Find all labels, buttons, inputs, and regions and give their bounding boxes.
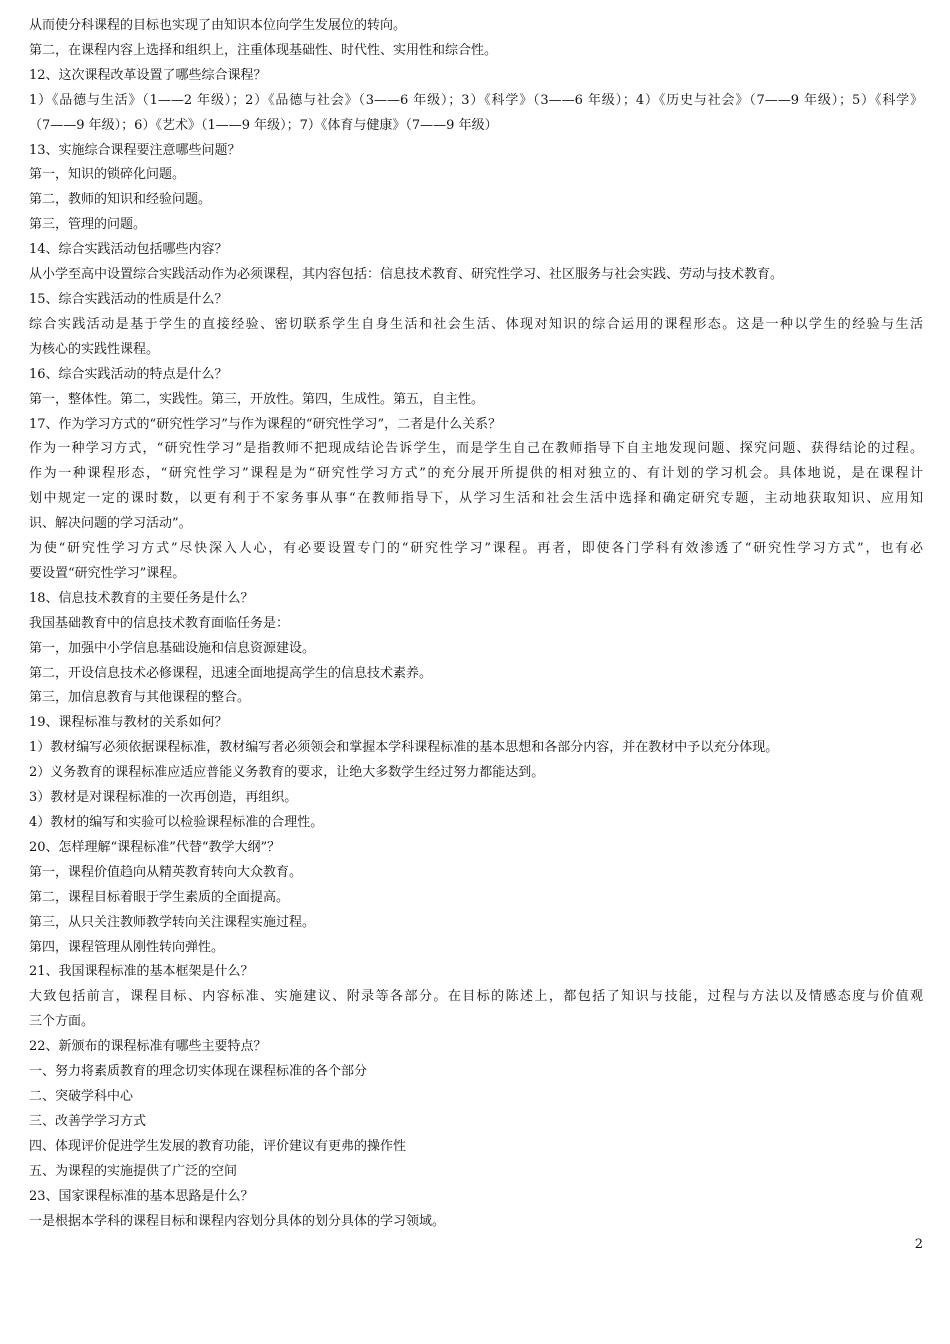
text-line: （7——9 年级）；6）《艺术》（1——9 年级）；7）《体育与健康》（7——9 年级） (29, 117, 498, 133)
text-line: 2）义务教育的课程标准应适应普能义务教育的要求，让绝大多数学生经过努力都能达到。 (29, 765, 545, 781)
text-line: 五、为课程的实施提供了广泛的空间 (29, 1163, 238, 1179)
text-line: 第二，在课程内容上选择和组织上，注重体现基础性、时代性、实用性和综合性。 (29, 42, 498, 58)
text-line: 4）教材的编写和实验可以检验课程标准的合理性。 (29, 815, 324, 830)
text-line: 3）教材是对课程标准的一次再创造，再组织。 (29, 790, 298, 806)
question-heading: 16、综合实践活动的特点是什么？ (29, 366, 228, 382)
text-line: 1）教材编写必须依据课程标准，教材编写者必须领会和掌握本学科课程标准的基本思想和各部分内容，并在教材中予以充分体现。 (29, 740, 779, 756)
question-heading: 18、信息技术教育的主要任务是什么？ (29, 590, 254, 606)
question-heading: 14、综合实践活动包括哪些内容？ (29, 242, 228, 258)
question-heading: 20、怎样理解“课程标准”代替“教学大纲”？ (29, 839, 281, 855)
text-line: 一、努力将素质教育的理念切实体现在课程标准的各个部分 (29, 1064, 368, 1080)
question-heading: 15、综合实践活动的性质是什么？ (29, 291, 228, 307)
text-line: 第二，开设信息技术必修课程，迅速全面地提高学生的信息技术素养。 (29, 665, 433, 681)
text-line: 二、突破学科中心 (29, 1088, 134, 1104)
text-line: 第一，课程价值趋向从精英教育转向大众教育。 (29, 864, 303, 880)
text-line: 第三，管理的问题。 (29, 217, 147, 233)
question-heading: 19、课程标准与教材的关系如何？ (29, 715, 228, 731)
text-line: 第一，知识的锁碎化问题。 (29, 167, 186, 183)
question-heading: 21、我国课程标准的基本框架是什么？ (29, 964, 254, 980)
page-number: 2 (914, 1237, 923, 1252)
text-line: 大致包括前言，课程目标、内容标准、实施建议、附录等各部分。在目标的陈述上，都包括了知识与技能，过程与方法以及情感态度与价值观 (29, 989, 923, 1005)
text-line: 我国基础教育中的信息技术教育面临任务是： (29, 615, 290, 631)
text-line: 第一，整体性。第二，实践性。第三，开放性。第四，生成性。第五，自主性。 (29, 391, 485, 407)
question-heading: 12、这次课程改革设置了哪些综合课程？ (29, 67, 267, 83)
text-line: 为核心的实践性课程。 (29, 341, 160, 357)
text-line: 划中规定一定的课时数，以更有利于不家务事从事“在教师指导下，从学习生活和社会生活中选择和确定研究专题，主动地获取知识、应用知 (29, 491, 923, 507)
text-line: 第一，加强中小学信息基础设施和信息资源建设。 (29, 640, 316, 656)
question-heading: 17、作为学习方式的“研究性学习”与作为课程的“研究性学习”，二者是什么关系？ (29, 416, 502, 432)
document-body (29, 14, 923, 1234)
text-line: 第四，课程管理从刚性转向弹性。 (29, 939, 225, 955)
text-line: 第三，加信息教育与其他课程的整合。 (29, 690, 251, 706)
question-heading: 22、新颁布的课程标准有哪些主要特点？ (29, 1039, 267, 1055)
text-line: 一是根据本学科的课程目标和课程内容划分具体的划分具体的学习领域。 (29, 1213, 446, 1229)
text-line: 要设置“研究性学习”课程。 (29, 565, 186, 581)
text-line: 为使“研究性学习方式”尽快深入人心，有必要设置专门的“研究性学习”课程。再者，即使各门学科有效渗透了“研究性学习方式”，也有必 (29, 541, 923, 557)
text-line: 四、体现评价促进学生发展的教育功能，评价建议有更弗的操作性 (29, 1138, 407, 1154)
text-line: 从而使分科课程的目标也实现了由知识本位向学生发展位的转向。 (29, 18, 407, 33)
text-line: 综合实践活动是基于学生的直接经验、密切联系学生自身生活和社会生活、体现对知识的综合运用的课程形态。这是一种以学生的经验与生活 (29, 316, 923, 332)
text-line: 识、解决问题的学习活动”。 (29, 516, 192, 532)
question-heading: 13、实施综合课程要注意哪些问题？ (29, 142, 241, 158)
text-line: 第二，课程目标着眼于学生素质的全面提高。 (29, 889, 290, 905)
text-line: 第三，从只关注教师教学转向关注课程实施过程。 (29, 914, 316, 930)
text-line: 作为一种课程形态，“研究性学习”课程是为“研究性学习方式”的充分展开所提供的相对独立的、有计划的学习机会。具体地说，是在课程计 (29, 466, 923, 482)
text-line: 第二，教师的知识和经验问题。 (29, 192, 212, 208)
text-line: 从小学至高中设置综合实践活动作为必须课程，其内容包括：信息技术教育、研究性学习、社区服务与社会实践、劳动与技术教育。 (29, 267, 784, 283)
text-line: 三个方面。 (29, 1014, 95, 1030)
text-line: 1）《品德与生活》（1——2 年级）；2）《品德与社会》（3——6 年级）；3）《科学》（3——6 年级）；4）《历史与社会》（7——9 年级）；5）《科学》 (29, 92, 923, 108)
question-heading: 23、国家课程标准的基本思路是什么？ (29, 1188, 254, 1204)
text-line: 作为一种学习方式，“研究性学习”是指教师不把现成结论告诉学生，而是学生自己在教师指导下自主地发现问题、探究问题、获得结论的过程。 (29, 441, 923, 457)
text-line: 三、改善学学习方式 (29, 1113, 147, 1129)
